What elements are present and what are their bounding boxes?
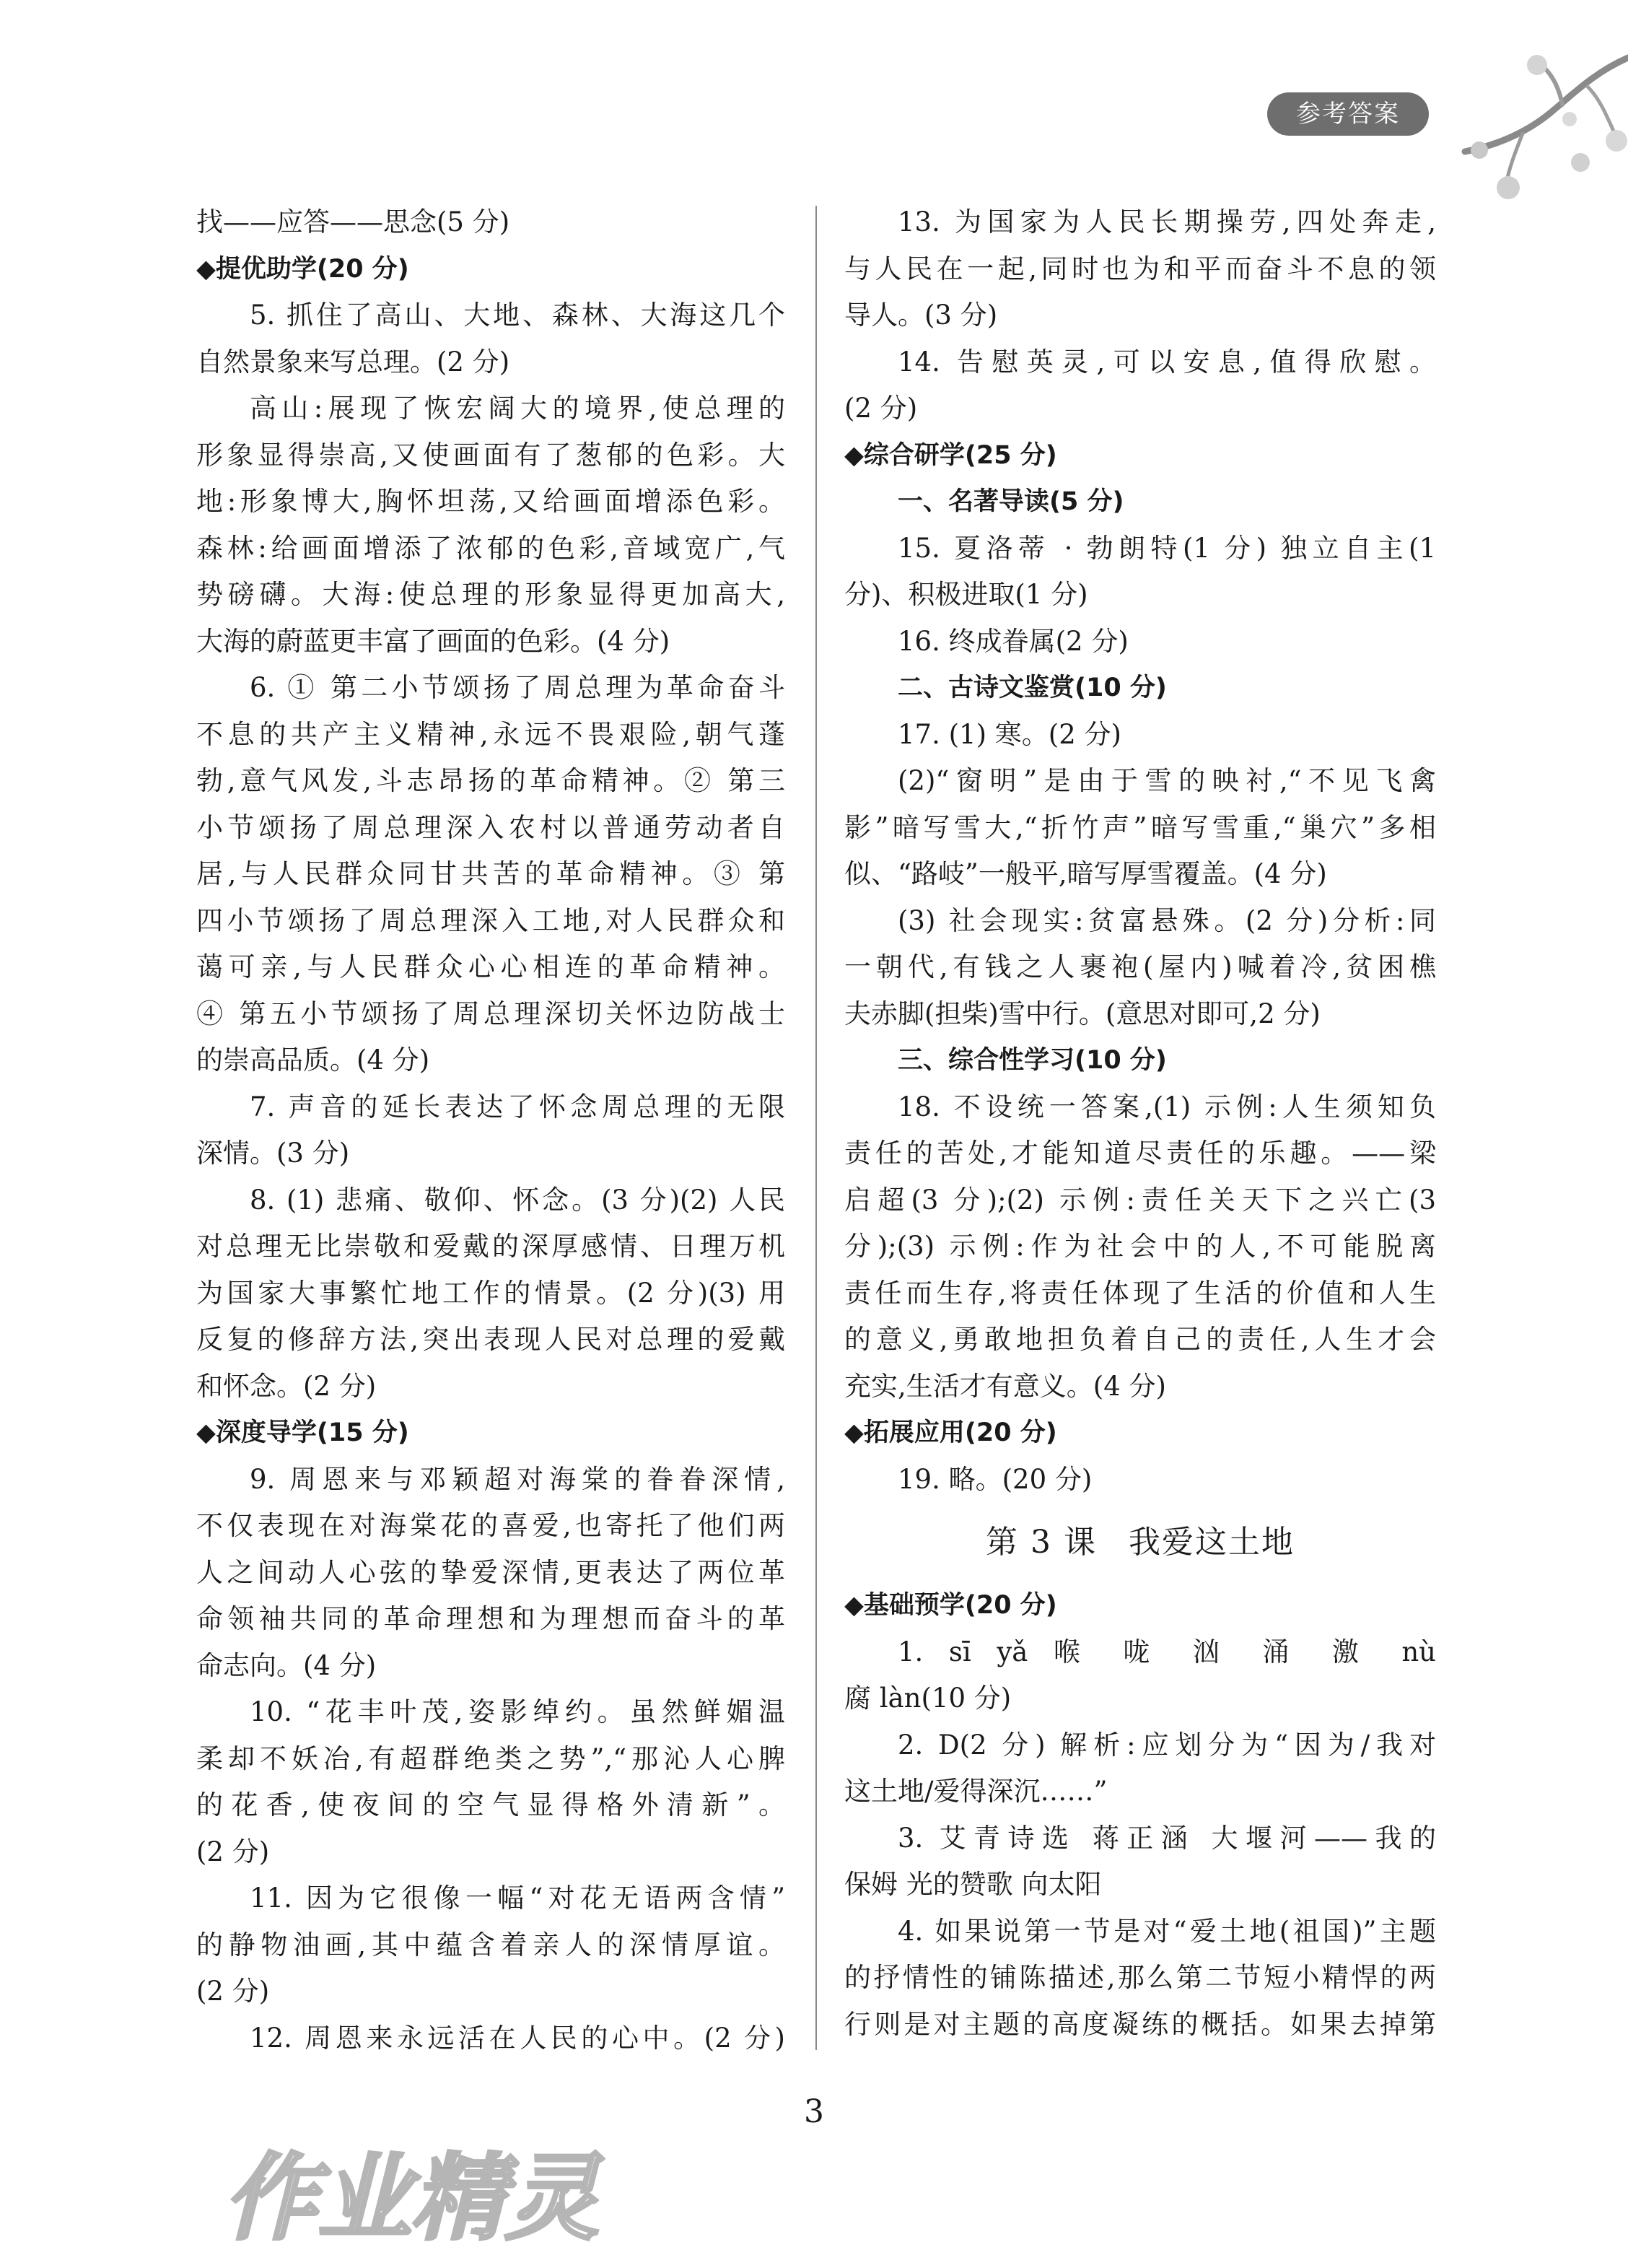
text-line: (2 分)	[844, 393, 918, 424]
lesson-heading	[844, 1503, 1436, 1582]
text-line: 命领袖共同的革命理想和为理想而奋斗的革	[196, 1603, 785, 1634]
text-line: 17. (1) 寒。(2 分)	[898, 718, 1121, 750]
text-line: 三、综合性学习(10 分)	[898, 1046, 1167, 1075]
text-line: 8. (1) 悲痛、敬仰、怀念。(3 分)(2) 人民	[250, 1184, 785, 1216]
text-line: 一、名著导读(5 分)	[898, 487, 1124, 516]
text-line: (3) 社会现实:贫富悬殊。(2 分)分析:同	[898, 904, 1436, 936]
text-line: 影”暗写雪大,“折竹声”暗写雪重,“巢穴”多相	[844, 811, 1436, 843]
answer-tag: 参考答案	[1267, 92, 1429, 136]
text-line: 森林:给画面增添了浓郁的色彩,音域宽广,气	[196, 532, 785, 564]
text-line: 似、“路岐”一般平,暗写厚雪覆盖。(4 分)	[844, 858, 1327, 889]
text-line: 四小节颂扬了周总理深入工地,对人民群众和	[196, 904, 785, 936]
text-line: 不息的共产主义精神,永远不畏艰险,朝气蓬	[196, 718, 785, 750]
text-line: 居,与人民群众同甘共苦的革命精神。③ 第	[196, 858, 785, 889]
left-column	[196, 199, 785, 2062]
column-divider	[815, 206, 817, 2050]
text-line: 人之间动人心弦的挚爱深情,更表达了两位革	[196, 1556, 785, 1588]
right-column-top	[844, 199, 1436, 1503]
watermark-logo	[216, 2122, 621, 2259]
text-line: 10. “花丰叶茂,姿影绰约。虽然鲜媚温	[250, 1696, 785, 1727]
text-line: 柔却不妖冶,有超群绝类之势”,“那沁人心脾	[196, 1743, 785, 1774]
watermark-text: 作业精灵	[224, 2143, 600, 2253]
text-line: ◆深度导学(15 分)	[196, 1418, 409, 1447]
text-line: 充实,生活才有意义。(4 分)	[844, 1370, 1166, 1402]
text-line: 的崇高品质。(4 分)	[196, 1044, 430, 1076]
text-line: 12. 周恩来永远活在人民的心中。(2 分)	[250, 2022, 785, 2054]
text-line: 与人民在一起,同时也为和平而奋斗不息的领	[844, 253, 1436, 284]
text-line: 导人。(3 分)	[844, 300, 998, 331]
text-line: 7. 声音的延长表达了怀念周总理的无限	[250, 1091, 785, 1122]
text-line: 腐 làn(10 分)	[844, 1683, 1012, 1714]
text-line: 找——应答——思念(5 分)	[196, 206, 510, 237]
text-line: ◆提优助学(20 分)	[196, 254, 409, 284]
text-line: 这土地/爱得深沉……”	[844, 1776, 1108, 1807]
text-line: 3. 艾青诗选 蒋正涵 大堰河——我的	[898, 1822, 1436, 1854]
text-line: 蔼可亲,与人民群众心心相连的革命精神。	[196, 951, 785, 982]
text-line: ◆基础预学(20 分)	[844, 1591, 1057, 1620]
text-line: 命志向。(4 分)	[196, 1649, 377, 1681]
text-line: 深情。(3 分)	[196, 1138, 350, 1169]
lesson-title: 我爱这土地	[1128, 1524, 1295, 1561]
text-line: 13. 为国家为人民长期操劳,四处奔走,	[898, 206, 1436, 237]
text-line: ◆拓展应用(20 分)	[844, 1418, 1057, 1447]
page-number: 3	[804, 2093, 824, 2130]
text-line: 6. ① 第二小节颂扬了周总理为革命奋斗	[250, 672, 785, 703]
text-line: (2 分)	[196, 1976, 270, 2007]
text-line: 为国家大事繁忙地工作的情景。(2 分)(3) 用	[196, 1277, 785, 1309]
text-line: 二、古诗文鉴赏(10 分)	[898, 673, 1167, 702]
text-line: 14. 告慰英灵,可以安息,值得欣慰。	[898, 346, 1436, 378]
text-line: 分)、积极进取(1 分)	[844, 579, 1088, 610]
text-line: 9. 周恩来与邓颖超对海棠的眷眷深情,	[250, 1463, 785, 1495]
text-line: 启超(3 分);(2) 示例:责任关天下之兴亡(3	[844, 1184, 1436, 1216]
text-line: ◆综合研学(25 分)	[844, 440, 1057, 470]
text-line: 15. 夏洛蒂 · 勃朗特(1 分) 独立自主(1	[898, 532, 1436, 564]
text-line: 不仅表现在对海棠花的喜爱,也寄托了他们两	[196, 1510, 785, 1541]
text-line: ④ 第五小节颂扬了周总理深切关怀边防战士	[196, 998, 785, 1029]
text-line: 责任而生存,将责任体现了生活的价值和人生	[844, 1277, 1436, 1309]
text-line: 地:形象博大,胸怀坦荡,又给画面增添色彩。	[196, 486, 785, 517]
text-line: 责任的苦处,才能知道尽责任的乐趣。——梁	[844, 1138, 1436, 1169]
right-column	[844, 199, 1436, 2048]
text-line: 分);(3) 示例:作为社会中的人,不可能脱离	[844, 1231, 1436, 1262]
text-line: 16. 终成眷属(2 分)	[898, 625, 1129, 657]
text-line: 4. 如果说第一节是对“爱土地(祖国)”主题	[898, 1915, 1436, 1947]
text-line: 的静物油画,其中蕴含着亲人的深情厚谊。	[196, 1929, 785, 1960]
text-line: 的意义,勇敢地担负着自己的责任,人生才会	[844, 1324, 1436, 1355]
text-line: 反复的修辞方法,突出表现人民对总理的爱戴	[196, 1324, 785, 1355]
text-line: 一朝代,有钱之人裹袍(屋内)喊着冷,贫困樵	[844, 951, 1436, 982]
text-line: 形象显得崇高,又使画面有了葱郁的色彩。大	[196, 439, 785, 471]
text-line: 5. 抓住了高山、大地、森林、大海这几个	[250, 300, 785, 331]
text-line: 行则是对主题的高度凝练的概括。如果去掉第	[844, 2008, 1436, 2040]
text-line: 夫赤脚(担柴)雪中行。(意思对即可,2 分)	[844, 998, 1321, 1029]
text-line: 2. D(2 分) 解析:应划分为“因为/我对	[898, 1729, 1436, 1761]
text-line: 势磅礴。大海:使总理的形象显得更加高大,	[196, 579, 785, 610]
plum-branch-icon	[1436, 43, 1628, 209]
text-line: 18. 不设统一答案,(1) 示例:人生须知负	[898, 1091, 1436, 1122]
text-line: 自然景象来写总理。(2 分)	[196, 346, 510, 378]
text-line: 的花香,使夜间的空气显得格外清新”。	[196, 1789, 785, 1820]
text-line: 的抒情性的铺陈描述,那么第二节短小精悍的两	[844, 1962, 1436, 1993]
text-line: 勃,意气风发,斗志昂扬的革命精神。② 第三	[196, 765, 785, 796]
text-line: 大海的蔚蓝更丰富了画面的色彩。(4 分)	[196, 625, 670, 657]
text-line: 保姆 光的赞歌 向太阳	[844, 1869, 1102, 1900]
text-line: (2)“窗明”是由于雪的映衬,“不见飞禽	[898, 765, 1436, 796]
text-line: 对总理无比崇敬和爱戴的深厚感情、日理万机	[196, 1231, 785, 1262]
text-line: 高山:展现了恢宏阔大的境界,使总理的	[250, 393, 785, 424]
text-line: 1. sī yǎ 喉 咙 汹 涌 激 nù	[898, 1636, 1436, 1667]
lesson-number: 第 3 课	[986, 1524, 1097, 1561]
text-line: 小节颂扬了周总理深入农村以普通劳动者自	[196, 811, 785, 843]
text-line: (2 分)	[196, 1836, 270, 1867]
right-column-bottom	[844, 1582, 1436, 2048]
text-line: 和怀念。(2 分)	[196, 1370, 377, 1402]
text-line: 11. 因为它很像一幅“对花无语两含情”	[250, 1883, 785, 1914]
text-line: 19. 略。(20 分)	[898, 1463, 1093, 1495]
